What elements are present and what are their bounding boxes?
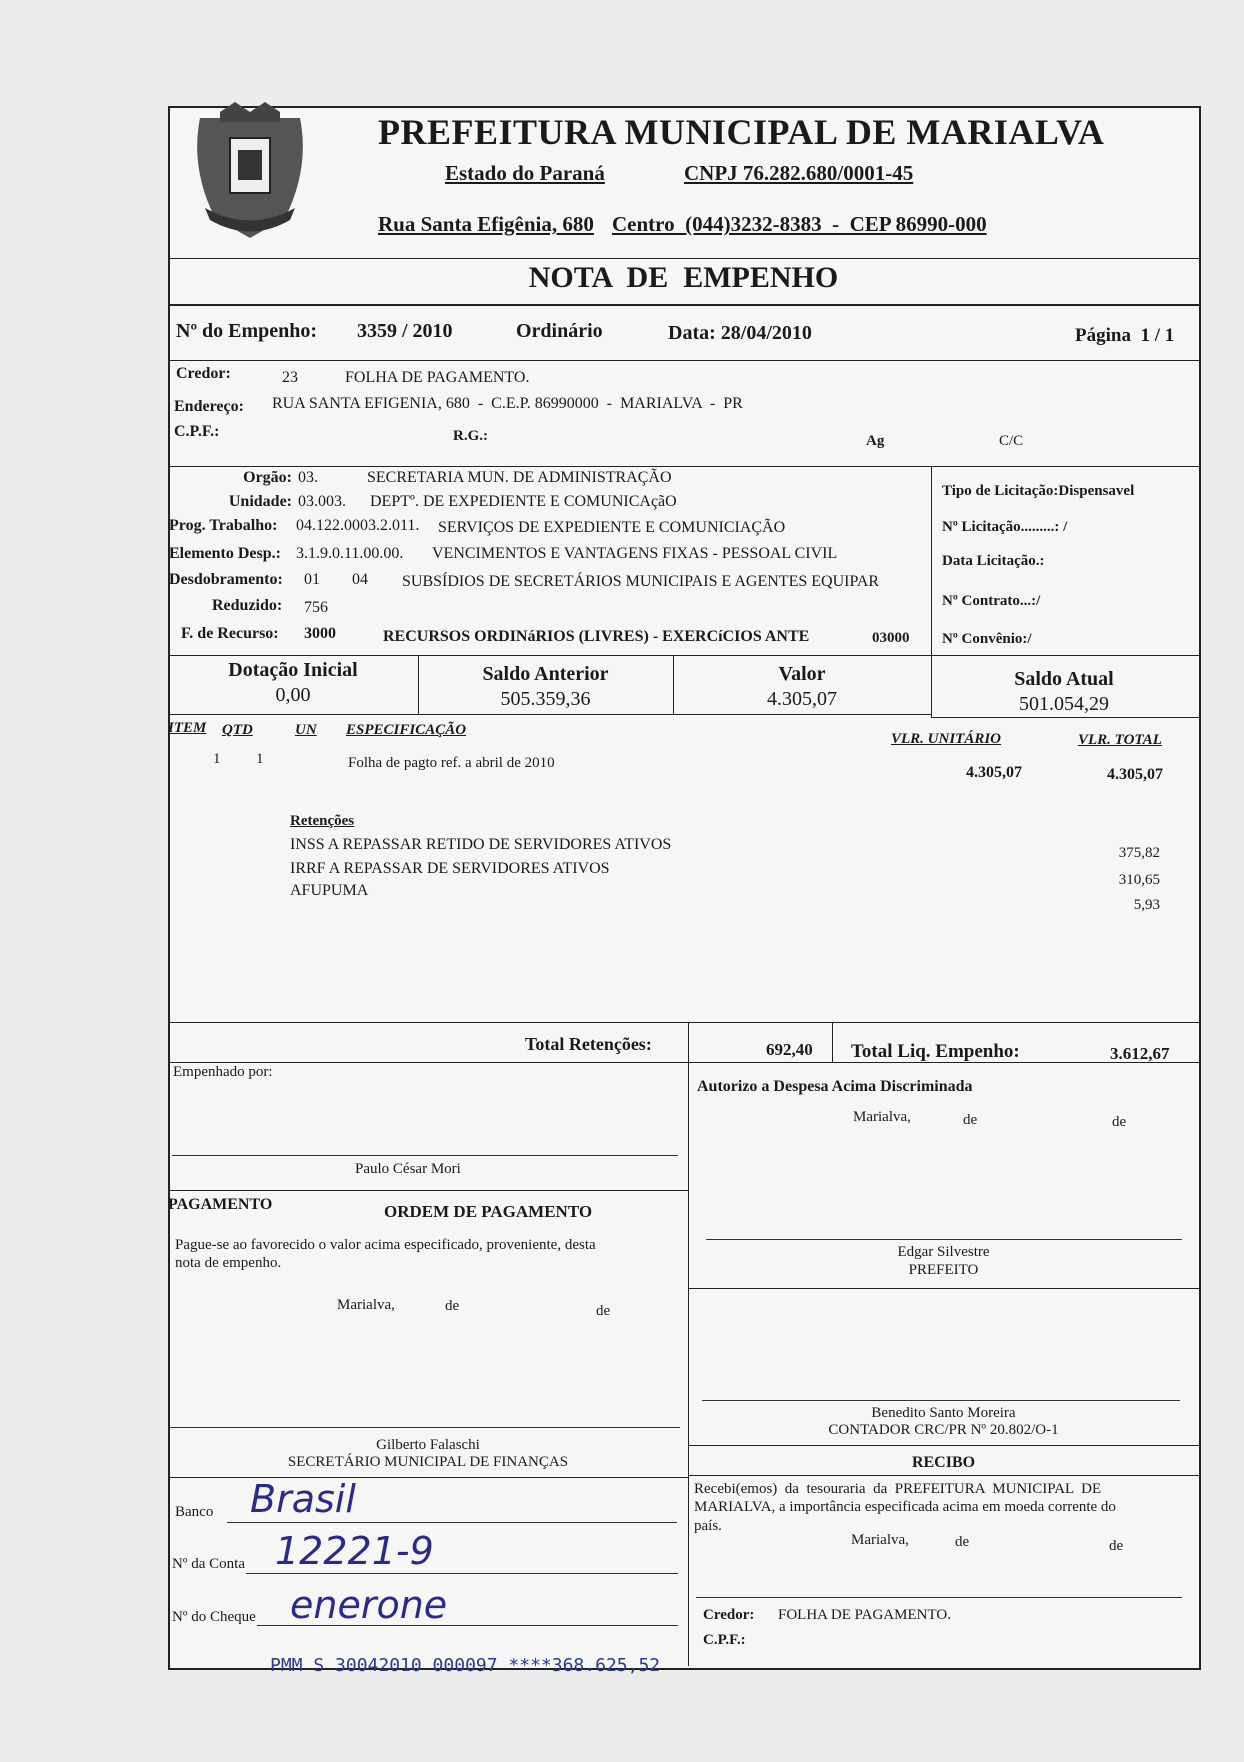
unidade-value: DEPTº. DE EXPEDIENTE E COMUNICAçãO [370,493,677,510]
item-total-value: 4.305,07 [1107,766,1163,783]
autorizo-de2: de [1112,1114,1127,1130]
empenho-type: Ordinário [516,320,603,342]
conta-handwritten: 12221-9 [275,1529,434,1573]
autorizo-de1: de [963,1112,978,1128]
col-vlr-total: VLR. TOTAL [1078,732,1162,748]
empenhado-label: Empenhado por: [173,1064,273,1080]
licitacao-contrato: Nº Contrato...:/ [942,593,1041,609]
desdobramento-code2: 04 [352,571,368,588]
saldo-atual-label: Saldo Atual [1014,668,1114,690]
divider [168,1022,1199,1023]
total-retencoes-label: Total Retenções: [525,1034,652,1054]
saldo-atual-value: 501.054,29 [1019,693,1109,715]
recibo-cpf-label: C.P.F.: [703,1632,746,1648]
divider [168,360,1199,361]
recibo-credor-label: Credor: [703,1607,755,1623]
ag-label: Ag [866,433,885,449]
retencao-value: 375,82 [1118,845,1160,861]
recurso-value: RECURSOS ORDINáRIOS (LIVRES) - EXERCíCIOS ANTE [383,628,810,645]
recurso-label: F. de Recurso: [181,625,279,642]
district-phone-label: Centro (044)3232-8383 - CEP 86990-000 [612,212,987,236]
item-qtd: 1 [256,751,264,767]
retencoes-title: Retenções [290,813,355,829]
orgao-value: SECRETARIA MUN. DE ADMINISTRAÇÃO [367,469,672,486]
dotacao-value: 0,00 [275,684,311,706]
item-number: 1 [213,751,221,767]
divider [168,1190,688,1191]
recibo-text-line3: país. [694,1518,722,1534]
credor-code: 23 [282,369,298,386]
total-liquido-value: 3.612,67 [1110,1044,1170,1063]
licitacao-numero: Nº Licitação.........: / [942,519,1068,535]
cheque-handwritten: enerone [290,1583,448,1627]
autorizo-label: Autorizo a Despesa Acima Discriminada [697,1078,973,1095]
orgao-code: 03. [298,469,318,486]
item-spec: Folha de pagto ref. a abril de 2010 [348,755,555,771]
col-item: ITEM [168,720,207,736]
valor-label: Valor [778,663,826,685]
credor-name: FOLHA DE PAGAMENTO. [345,369,530,386]
coat-of-arms-icon [180,98,320,248]
banco-line [227,1522,677,1523]
pagamento-text-line1: Pague-se ao favorecido o valor acima especificado, proveniente, desta [175,1237,596,1253]
contador-role: CONTADOR CRC/PR Nº 20.802/O-1 [828,1422,1059,1438]
desdobramento-code1: 01 [304,571,320,588]
divider [832,1022,833,1062]
retencao-value: 5,93 [1133,897,1160,913]
empenho-number: 3359 / 2010 [357,320,453,342]
recurso-code2: 03000 [872,630,910,646]
total-liquido-label: Total Liq. Empenho: [851,1041,1020,1062]
reduzido-value: 756 [304,599,328,616]
secretario-role: SECRETÁRIO MUNICIPAL DE FINANÇAS [287,1454,569,1470]
divider [688,1288,1199,1289]
divider [688,1445,1199,1446]
prog-code: 04.122.0003.2.011. [296,517,420,534]
divider [688,1062,689,1666]
pagamento-label: PAGAMENTO [168,1196,273,1213]
licitacao-convenio: Nº Convênio:/ [942,631,1032,647]
saldo-anterior-value: 505.359,36 [500,688,591,710]
total-retencoes-value: 692,40 [766,1040,813,1059]
recibo-text-line2: MARIALVA, a importância especificada acima em moeda corrente do [694,1499,1116,1515]
signature-line [172,1155,678,1156]
signature-line [696,1597,1182,1598]
empenho-label: Nº do Empenho: [176,320,318,342]
empenho-date: Data: 28/04/2010 [668,322,812,344]
divider [688,1022,689,1062]
endereco-value: RUA SANTA EFIGENIA, 680 - C.E.P. 86990000 - MARIALVA - PR [272,395,743,412]
divider [688,1475,1199,1476]
pagamento-de2: de [596,1303,611,1319]
item-unit-value: 4.305,07 [966,764,1022,781]
retencao-desc: INSS A REPASSAR RETIDO DE SERVIDORES ATIVOS [290,836,672,853]
prefeito-name: Edgar Silvestre [897,1244,990,1260]
page-number: Página 1 / 1 [1075,325,1175,346]
divider [168,714,931,715]
address-label: Rua Santa Efigênia, 680 [378,212,594,236]
col-especificacao: ESPECIFICAÇÃO [346,722,467,738]
banco-handwritten: Brasil [250,1477,356,1521]
unidade-code: 03.003. [298,493,346,510]
empenhado-name: Paulo César Mori [355,1161,461,1177]
valor-value: 4.305,07 [767,688,837,710]
recurso-code: 3000 [304,625,336,642]
retencao-value: 310,65 [1118,872,1160,888]
elemento-value: VENCIMENTOS E VANTAGENS FIXAS - PESSOAL CIVIL [432,545,838,562]
signature-line [702,1400,1180,1401]
dotacao-label: Dotação Inicial [228,659,358,681]
pagamento-city: Marialva, [337,1297,395,1313]
recibo-de2: de [1109,1538,1124,1554]
reduzido-label: Reduzido: [212,597,283,614]
divider [168,1477,688,1478]
recibo-text-line1: Recebi(emos) da tesouraria da PREFEITURA MUNICIPAL DE [694,1481,1102,1497]
licitacao-data: Data Licitação.: [942,553,1045,569]
unidade-label: Unidade: [228,493,292,510]
divider [931,717,1199,718]
signature-line [170,1427,680,1428]
credor-label: Credor: [176,365,231,382]
conta-label: Nº da Conta [172,1556,245,1572]
col-qtd: QTD [222,722,253,738]
desdobramento-value: SUBSÍDIOS DE SECRETÁRIOS MUNICIPAIS E AGENTES EQUIPAR [402,573,880,590]
divider [931,466,932,656]
cpf-label: C.P.F.: [174,423,220,440]
divider [168,304,1199,306]
endereco-label: Endereço: [174,398,244,415]
prefeito-role: PREFEITO [908,1262,979,1278]
recibo-de1: de [955,1534,970,1550]
divider [168,466,1199,467]
recibo-city: Marialva, [851,1532,909,1548]
banco-label: Banco [175,1504,214,1520]
cnpj-label: CNPJ 76.282.680/0001-45 [684,161,914,185]
col-vlr-unitario: VLR. UNITÁRIO [891,731,1002,747]
recibo-title: RECIBO [911,1454,976,1471]
state-label: Estado do Paraná [445,161,605,185]
divider [168,1062,1199,1063]
signature-line [706,1239,1182,1240]
desdobramento-label: Desdobramento: [169,571,283,588]
divider [168,258,1199,259]
prog-label: Prog. Trabalho: [169,517,278,534]
secretario-name: Gilberto Falaschi [376,1437,480,1453]
col-un: UN [295,722,317,738]
cc-label: C/C [999,433,1024,449]
prog-value: SERVIÇOS DE EXPEDIENTE E COMUNICIAÇÃO [438,519,786,536]
pagamento-text-line2: nota de empenho. [175,1255,282,1271]
conta-line [246,1573,678,1574]
contador-name: Benedito Santo Moreira [871,1405,1016,1421]
elemento-label: Elemento Desp.: [169,545,281,562]
elemento-code: 3.1.9.0.11.00.00. [296,545,404,562]
divider [168,655,1199,656]
autorizo-city: Marialva, [853,1109,911,1125]
saldo-anterior-label: Saldo Anterior [482,663,609,685]
licitacao-tipo: Tipo de Licitação:Dispensavel [942,483,1135,499]
doc-title: NOTA DE EMPENHO [528,261,839,294]
ordem-pagamento-label: ORDEM DE PAGAMENTO [384,1202,593,1221]
recibo-credor-value: FOLHA DE PAGAMENTO. [778,1607,951,1623]
retencao-desc: IRRF A REPASSAR DE SERVIDORES ATIVOS [290,860,610,877]
rg-label: R.G.: [453,428,488,444]
cheque-label: Nº do Cheque [172,1609,256,1625]
retencao-desc: AFUPUMA [290,882,369,899]
orgao-label: Orgão: [243,469,292,486]
pagamento-de1: de [445,1298,460,1314]
payment-stamp: PMM S 30042010 000097 ****368.625,52 [270,1655,661,1676]
page-title: PREFEITURA MUNICIPAL DE MARIALVA [378,112,1105,152]
